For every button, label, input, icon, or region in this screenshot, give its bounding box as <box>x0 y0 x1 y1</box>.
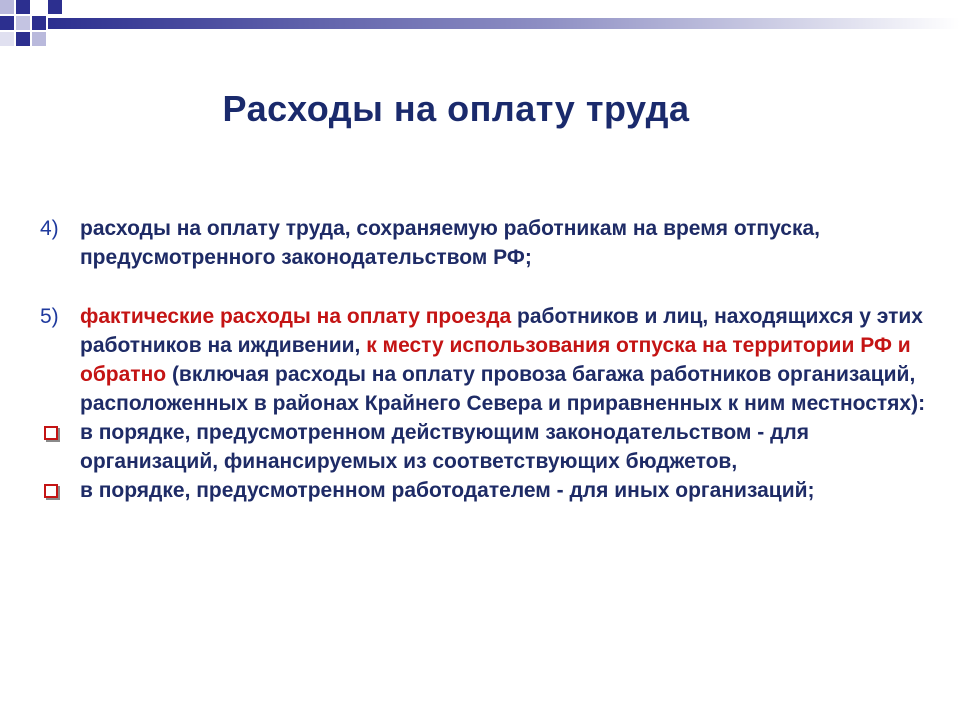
item-text-highlight: к месту использования отпуска на территории РФ и обратно <box>80 334 911 386</box>
checkbox-bullet-icon <box>44 426 58 440</box>
checkbox-bullet-icon <box>44 484 58 498</box>
bullet-text: в порядке, предусмотренном работодателем - для иных организаций; <box>80 479 815 502</box>
item-number: 5) <box>40 305 59 328</box>
item-text: расходы на оплату труда, сохраняемую работникам на время отпуска, предусмотренного законодательством РФ; <box>80 217 820 269</box>
bullet-item <box>40 476 940 505</box>
corner-decoration <box>0 0 960 60</box>
slide-content <box>40 214 940 505</box>
list-item-4 <box>40 214 940 272</box>
bullet-text: в порядке, предусмотренном действующим законодательством - для организаций, финансируемых из соответствующих бюджетов, <box>80 421 810 473</box>
list-item-5 <box>40 302 940 418</box>
item-text: (включая расходы на оплату провоза багажа работников организаций, расположенных в районах Крайнего Севера и приравненных к ним местностях): <box>80 363 926 415</box>
bullet-item <box>40 418 940 476</box>
slide-title: Расходы на оплату труда <box>222 88 690 129</box>
item-text: работников и лиц, находящихся у этих работников на иждивении, <box>80 305 923 357</box>
item-number: 4) <box>40 217 59 240</box>
item-text-highlight: фактические расходы на оплату проезда <box>80 305 512 328</box>
